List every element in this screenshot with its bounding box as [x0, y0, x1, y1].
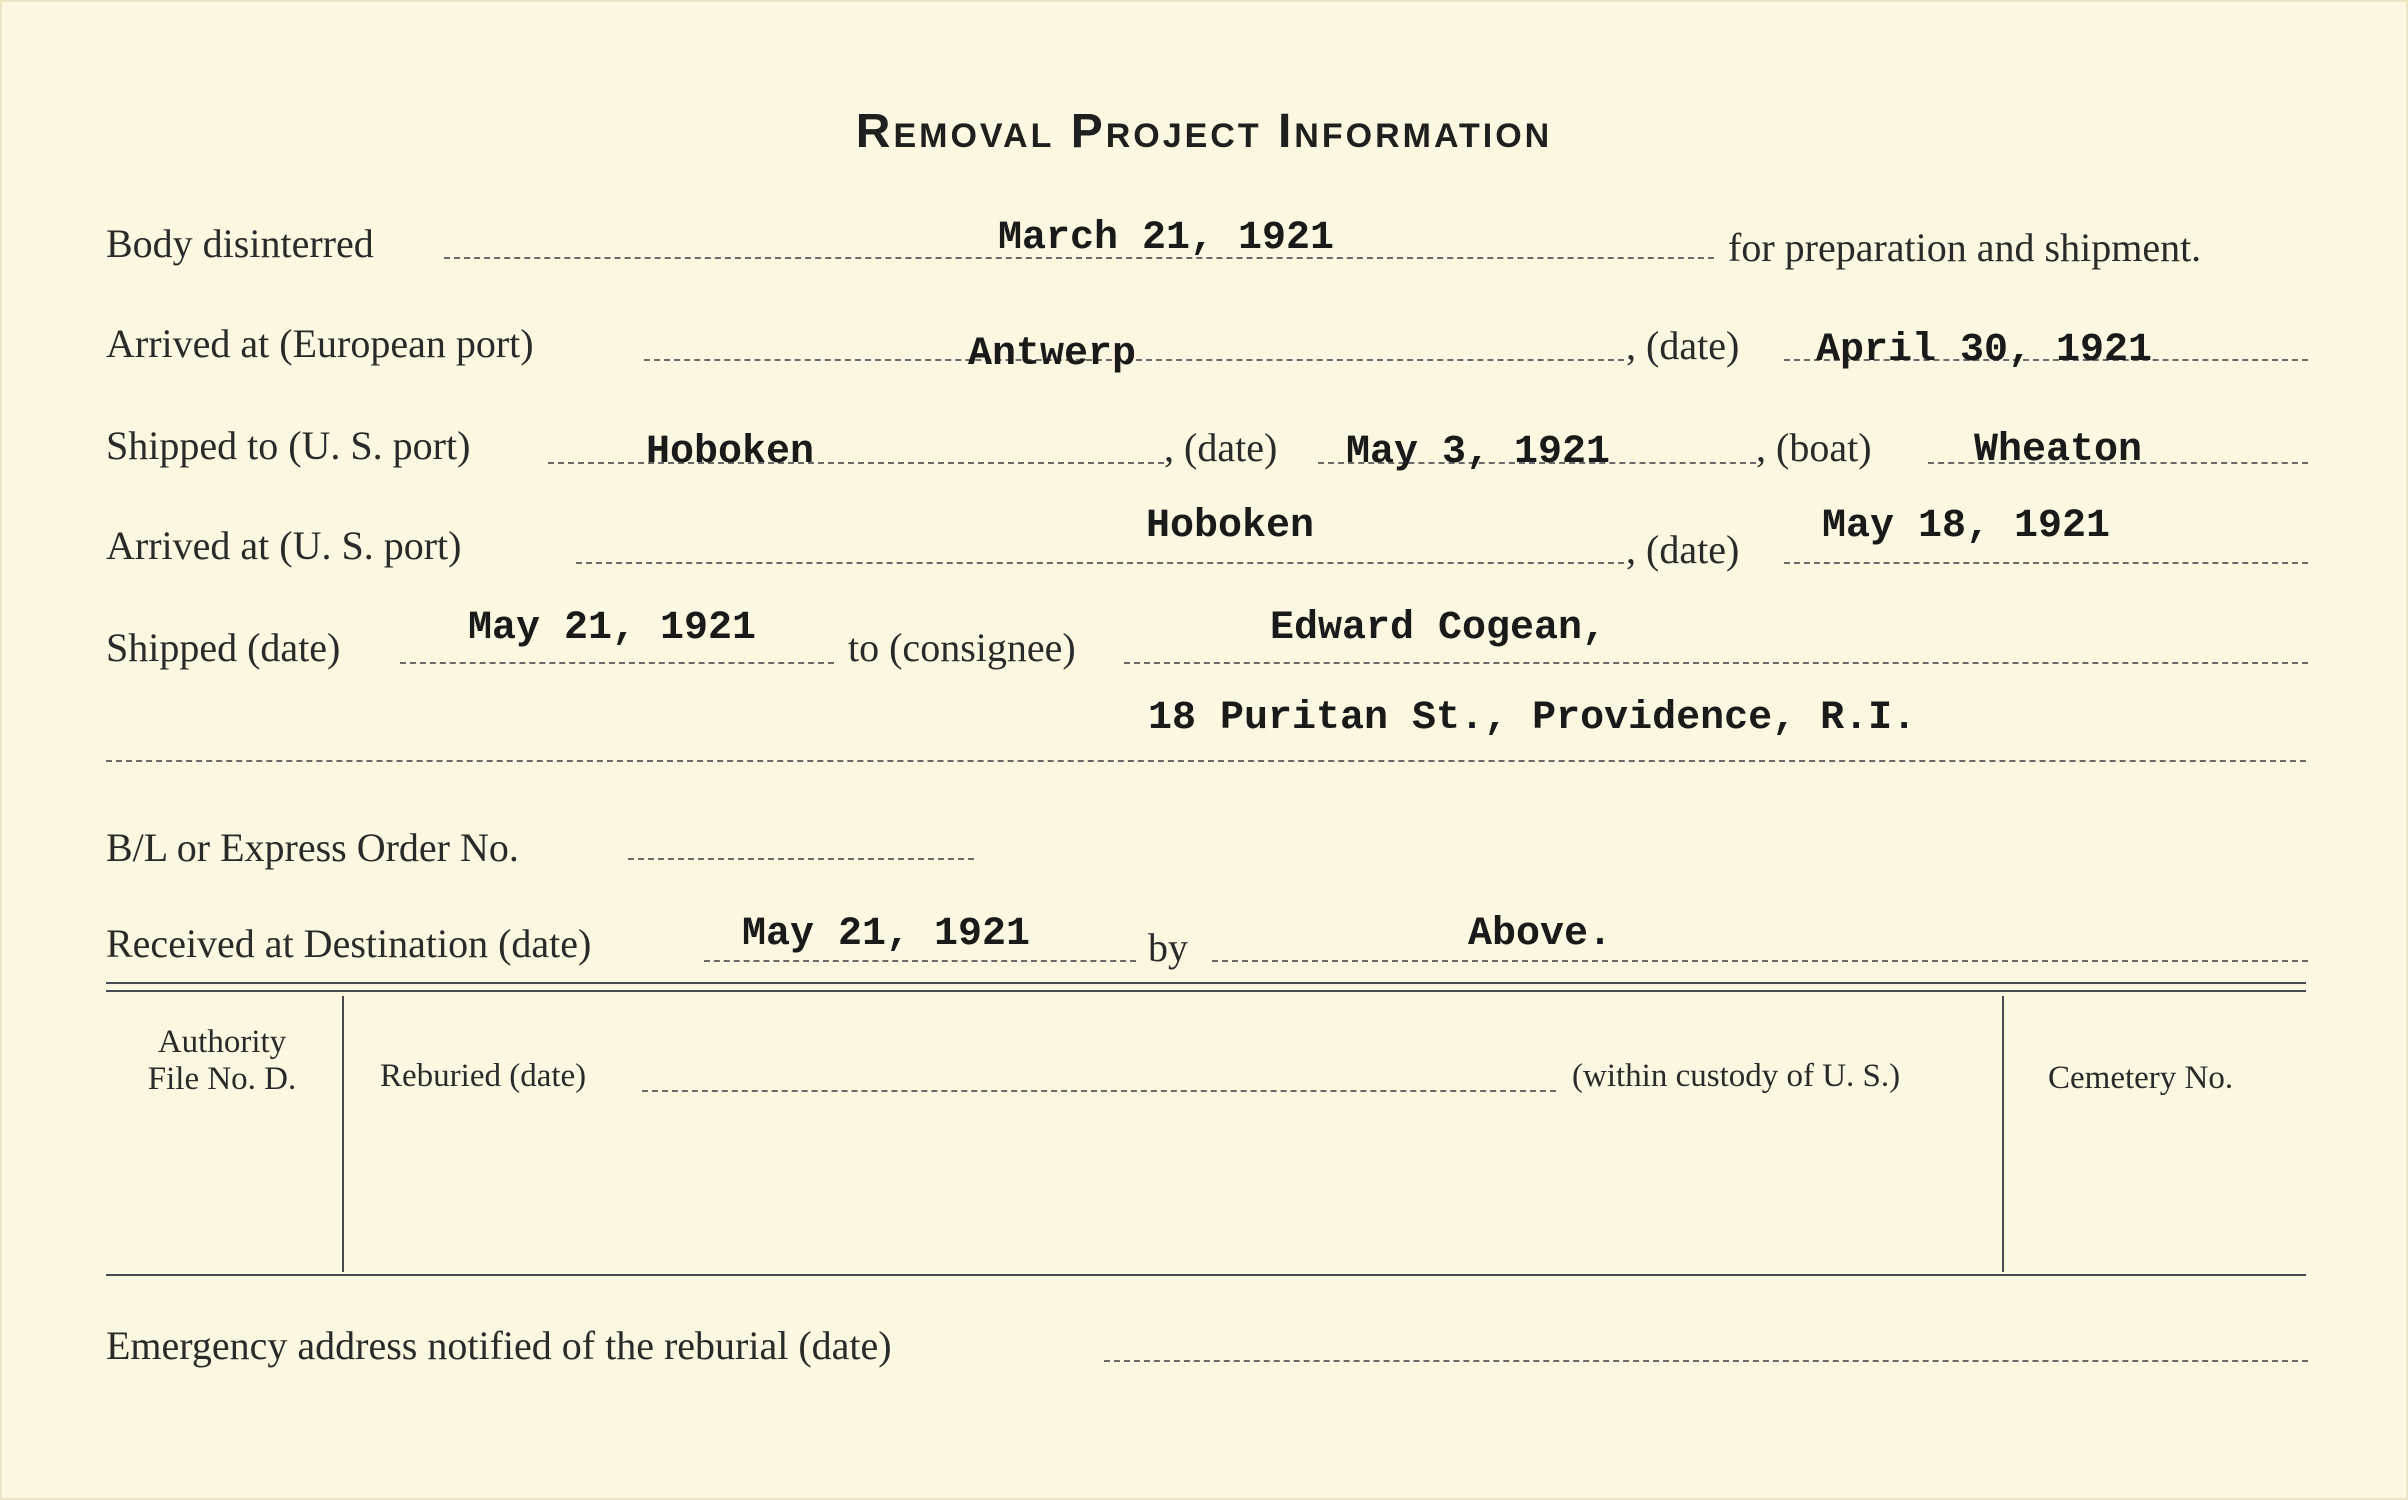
arrived-us-date-label: , (date) [1626, 527, 1740, 572]
shipped-date-value: May 21, 1921 [468, 606, 757, 651]
arrived-european-date-value: April 30, 1921 [1816, 328, 2153, 373]
shipped-us-port-value: Hoboken [646, 430, 815, 475]
authority-label [132, 1024, 312, 1098]
bl-order-line [628, 858, 974, 860]
arrived-us-port-label: Arrived at (U. S. port) [106, 523, 462, 568]
shipped-us-date-label: , (date) [1164, 425, 1278, 470]
shipped-us-date-value: May 3, 1921 [1346, 430, 1611, 475]
consignee-label: to (consignee) [848, 625, 1076, 670]
box-bottom-rule [106, 1274, 2306, 1276]
arrived-european-port-label: Arrived at (European port) [106, 321, 534, 366]
body-disinterred-suffix: for preparation and shipment. [1728, 225, 2202, 270]
shipped-date-line [400, 662, 834, 664]
bl-order-label: B/L or Express Order No. [106, 825, 519, 870]
authority-line-1: Authority [157, 1024, 287, 1060]
consignee-value: Edward Cogean, [1270, 606, 1607, 651]
arrived-us-port-line [576, 562, 1624, 564]
cemetery-label: Cemetery No. [2048, 1060, 2234, 1096]
box-top-rule [106, 982, 2306, 984]
box-divider-right [2002, 996, 2004, 1272]
custody-label: (within custody of U. S.) [1572, 1058, 1901, 1094]
received-by-line [1212, 960, 2308, 962]
received-date-value: May 21, 1921 [742, 912, 1031, 957]
received-destination-label: Received at Destination (date) [106, 921, 592, 966]
body-disinterred-value: March 21, 1921 [998, 216, 1335, 261]
received-date-line [704, 960, 1136, 962]
shipped-us-port-label: Shipped to (U. S. port) [106, 423, 471, 468]
shipped-date-label: Shipped (date) [106, 625, 341, 670]
arrived-european-port-value: Antwerp [968, 332, 1137, 377]
address-line [106, 760, 2306, 762]
reburied-label: Reburied (date) [380, 1058, 587, 1094]
body-disinterred-label: Body disinterred [106, 221, 374, 266]
consignee-address: 18 Puritan St., Providence, R.I. [1148, 696, 1917, 741]
received-by-value: Above. [1468, 912, 1613, 957]
authority-line-2: File No. D. [147, 1061, 297, 1097]
shipped-us-boat-label: , (boat) [1756, 425, 1872, 470]
shipped-us-boat-value: Wheaton [1974, 428, 2143, 473]
emergency-line [1104, 1360, 2308, 1362]
reburied-line [642, 1090, 1556, 1092]
box-divider-left [342, 996, 344, 1272]
shipped-us-port-line [548, 462, 1164, 464]
received-by-label: by [1148, 925, 1188, 970]
box-top-rule-2 [106, 990, 2306, 992]
consignee-line [1124, 662, 2308, 664]
arrived-european-date-label: , (date) [1626, 323, 1740, 368]
arrived-us-date-value: May 18, 1921 [1822, 504, 2111, 549]
page-title: Removal Project Information [855, 105, 1553, 158]
emergency-label: Emergency address notified of the reburial (date) [106, 1323, 892, 1368]
arrived-us-date-line [1784, 562, 2308, 564]
arrived-us-port-value: Hoboken [1146, 504, 1315, 549]
